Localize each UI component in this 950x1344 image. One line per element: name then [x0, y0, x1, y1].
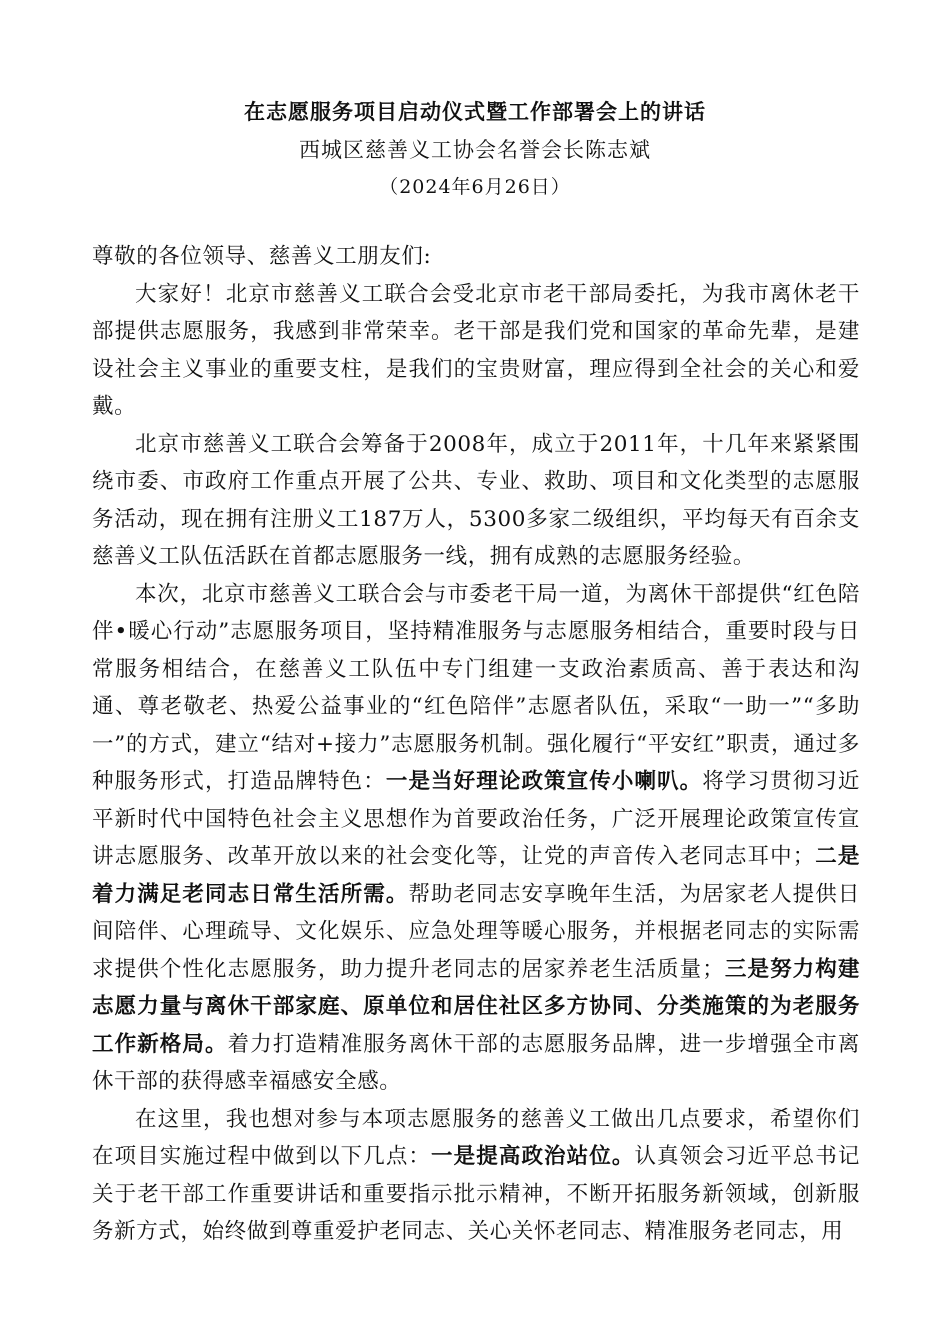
paragraph-3	[92, 576, 860, 1101]
point-2-heading: 二是着力满足老同志日常生活所需。	[92, 844, 861, 907]
requirement-1-heading: 一是提高政治站位。	[431, 1144, 635, 1169]
paragraph-3-text-1: 本次，北京市慈善义工联合会与市委老干局一道，为离休干部提供“红色陪伴•暖心行动”志愿服务项目，坚持精准服务与志愿服务相结合，重要时段与日常服务相结合，在慈善义工队伍中专门组建一支政治素质高、善于表达和沟通、尊老敬老、热爱公益事业的“红色陪伴”志愿者队伍，采取“一助一”“多助一”的方式，建立“结对+接力”志愿服务机制。强化履行“平安红”职责，通过多种服务形式，打造品牌特色：	[92, 581, 860, 794]
paragraph-3-text-2: 将学习贯彻习近平新时代中国特色社会主义思想作为首要政治任务，广泛开展理论政策宣传宣讲志愿服务、改革开放以来的社会变化等，让党的声音传入老同志耳中；	[92, 769, 860, 869]
paragraph-3-text-3: 帮助老同志安享晚年生活，为居家老人提供日间陪伴、心理疏导、文化娱乐、应急处理等暖心服务，并根据老同志的实际需求提供个性化志愿服务，助力提升老同志的居家养老生活质量；	[92, 881, 860, 982]
salutation: 尊敬的各位领导、慈善义工朋友们:	[92, 244, 432, 269]
document-title: 在志愿服务项目启动仪式暨工作部署会上的讲话	[244, 99, 706, 124]
point-1-heading: 一是当好理论政策宣传小喇叭。	[385, 769, 703, 794]
paragraph-1: 大家好！北京市慈善义工联合会受北京市老干部局委托，为我市离休老干部提供志愿服务，我感到非常荣幸。老干部是我们党和国家的革命先辈，是建设社会主义事业的重要支柱，是我们的宝贵财富，理应得到全社会的关心和爱戴。	[92, 281, 860, 419]
point-3-heading: 三是努力构建志愿力量与离休干部家庭、原单位和居住社区多方协同、分类施策的为老服务工作新格局。	[92, 956, 860, 1057]
document-body	[92, 238, 860, 1251]
paragraph-3-text-4: 着力打造精准服务离休干部的志愿服务品牌，进一步增强全市离休干部的获得感幸福感安全感。	[92, 1031, 860, 1094]
paragraph-4	[92, 1101, 860, 1251]
paragraph-4-text-2: 认真领会习近平总书记关于老干部工作重要讲话和重要指示批示精神，不断开拓服务新领域，创新服务新方式，始终做到尊重爱护老同志、关心关怀老同志、精准服务老同志，用	[92, 1144, 860, 1244]
speaker-line: 西城区慈善义工协会名誉会长陈志斌	[299, 138, 651, 162]
paragraph-2: 北京市慈善义工联合会筹备于2008年，成立于2011年，十几年来紧紧围绕市委、市政府工作重点开展了公共、专业、救助、项目和文化类型的志愿服务活动，现在拥有注册义工187万人，5300多家二级组织，平均每天有百余支慈善义工队伍活跃在首都志愿服务一线，拥有成熟的志愿服务经验。	[92, 431, 860, 569]
speech-date: （2024年6月26日）	[379, 176, 571, 198]
paragraph-4-text-1: 在这里，我也想对参与本项志愿服务的慈善义工做出几点要求，希望你们在项目实施过程中做到以下几点：	[92, 1106, 860, 1169]
